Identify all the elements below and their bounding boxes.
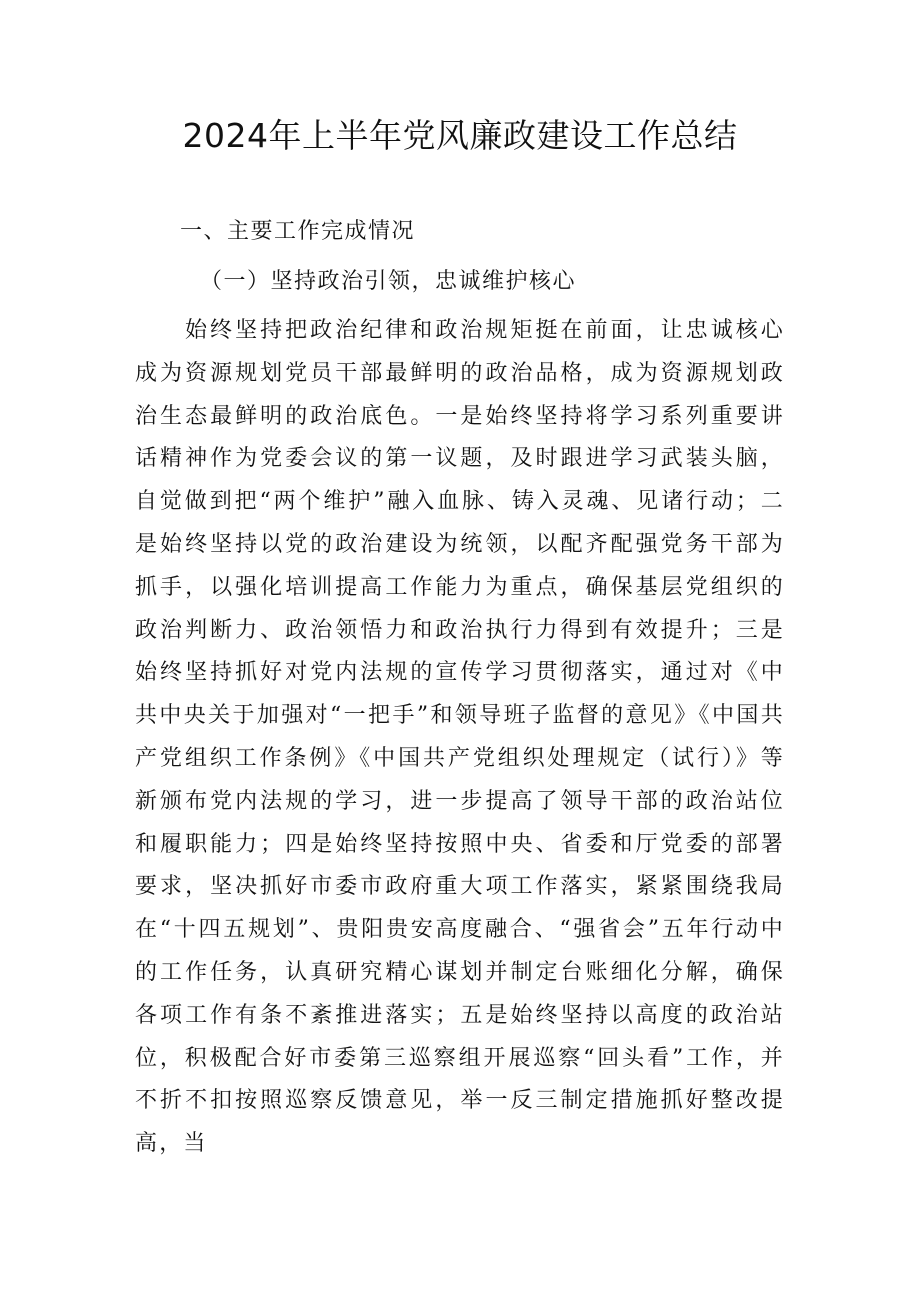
section-heading: 一、主要工作完成情况 (180, 219, 416, 244)
subsection-heading: （一）坚持政治引领，忠诚维护核心 (200, 269, 577, 294)
document-title: 2024年上半年党风廉政建设工作总结 (182, 116, 738, 155)
body-paragraph: 始终坚持把政治纪律和政治规矩挺在前面，让忠诚核心成为资源规划党员干部最鲜明的政治品格，成为资源规划政治生态最鲜明的政治底色。一是始终坚持将学习系列重要讲话精神作为党委会议的第一议题，及时跟进学习武装头脑，自觉做到把“两个维护”融入血脉、铸入灵魂、见诸行动；二是始终坚持以党的政治建设为统领，以配齐配强党务干部为抓手，以强化培训提高工作能力为重点，确保基层党组织的政治判断力、政治领悟力和政治执行力得到有效提升；三是始终坚持抓好对党内法规的宣传学习贯彻落实，通过对《中共中央关于加强对“一把手”和领导班子监督的意见》《中国共产党组织工作条例》《中国共产党组织处理规定（试行）》等新颁布党内法规的学习，进一步提高了领导干部的政治站位和履职能力；四是始终坚持按照中央、省委和厅党委的部署要求，坚决抓好市委市政府重大项工作落实，紧紧围绕我局在“十四五规划”、贵阳贵安高度融合、“强省会”五年行动中的工作任务，认真研究精心谋划并制定台账细化分解，确保各项工作有条不紊推进落实；五是始终坚持以高度的政治站位，积极配合好市委第三巡察组开展巡察“回头看”工作，并不折不扣按照巡察反馈意见，举一反三制定措施抓好整改提高，当 (135, 318, 785, 1157)
